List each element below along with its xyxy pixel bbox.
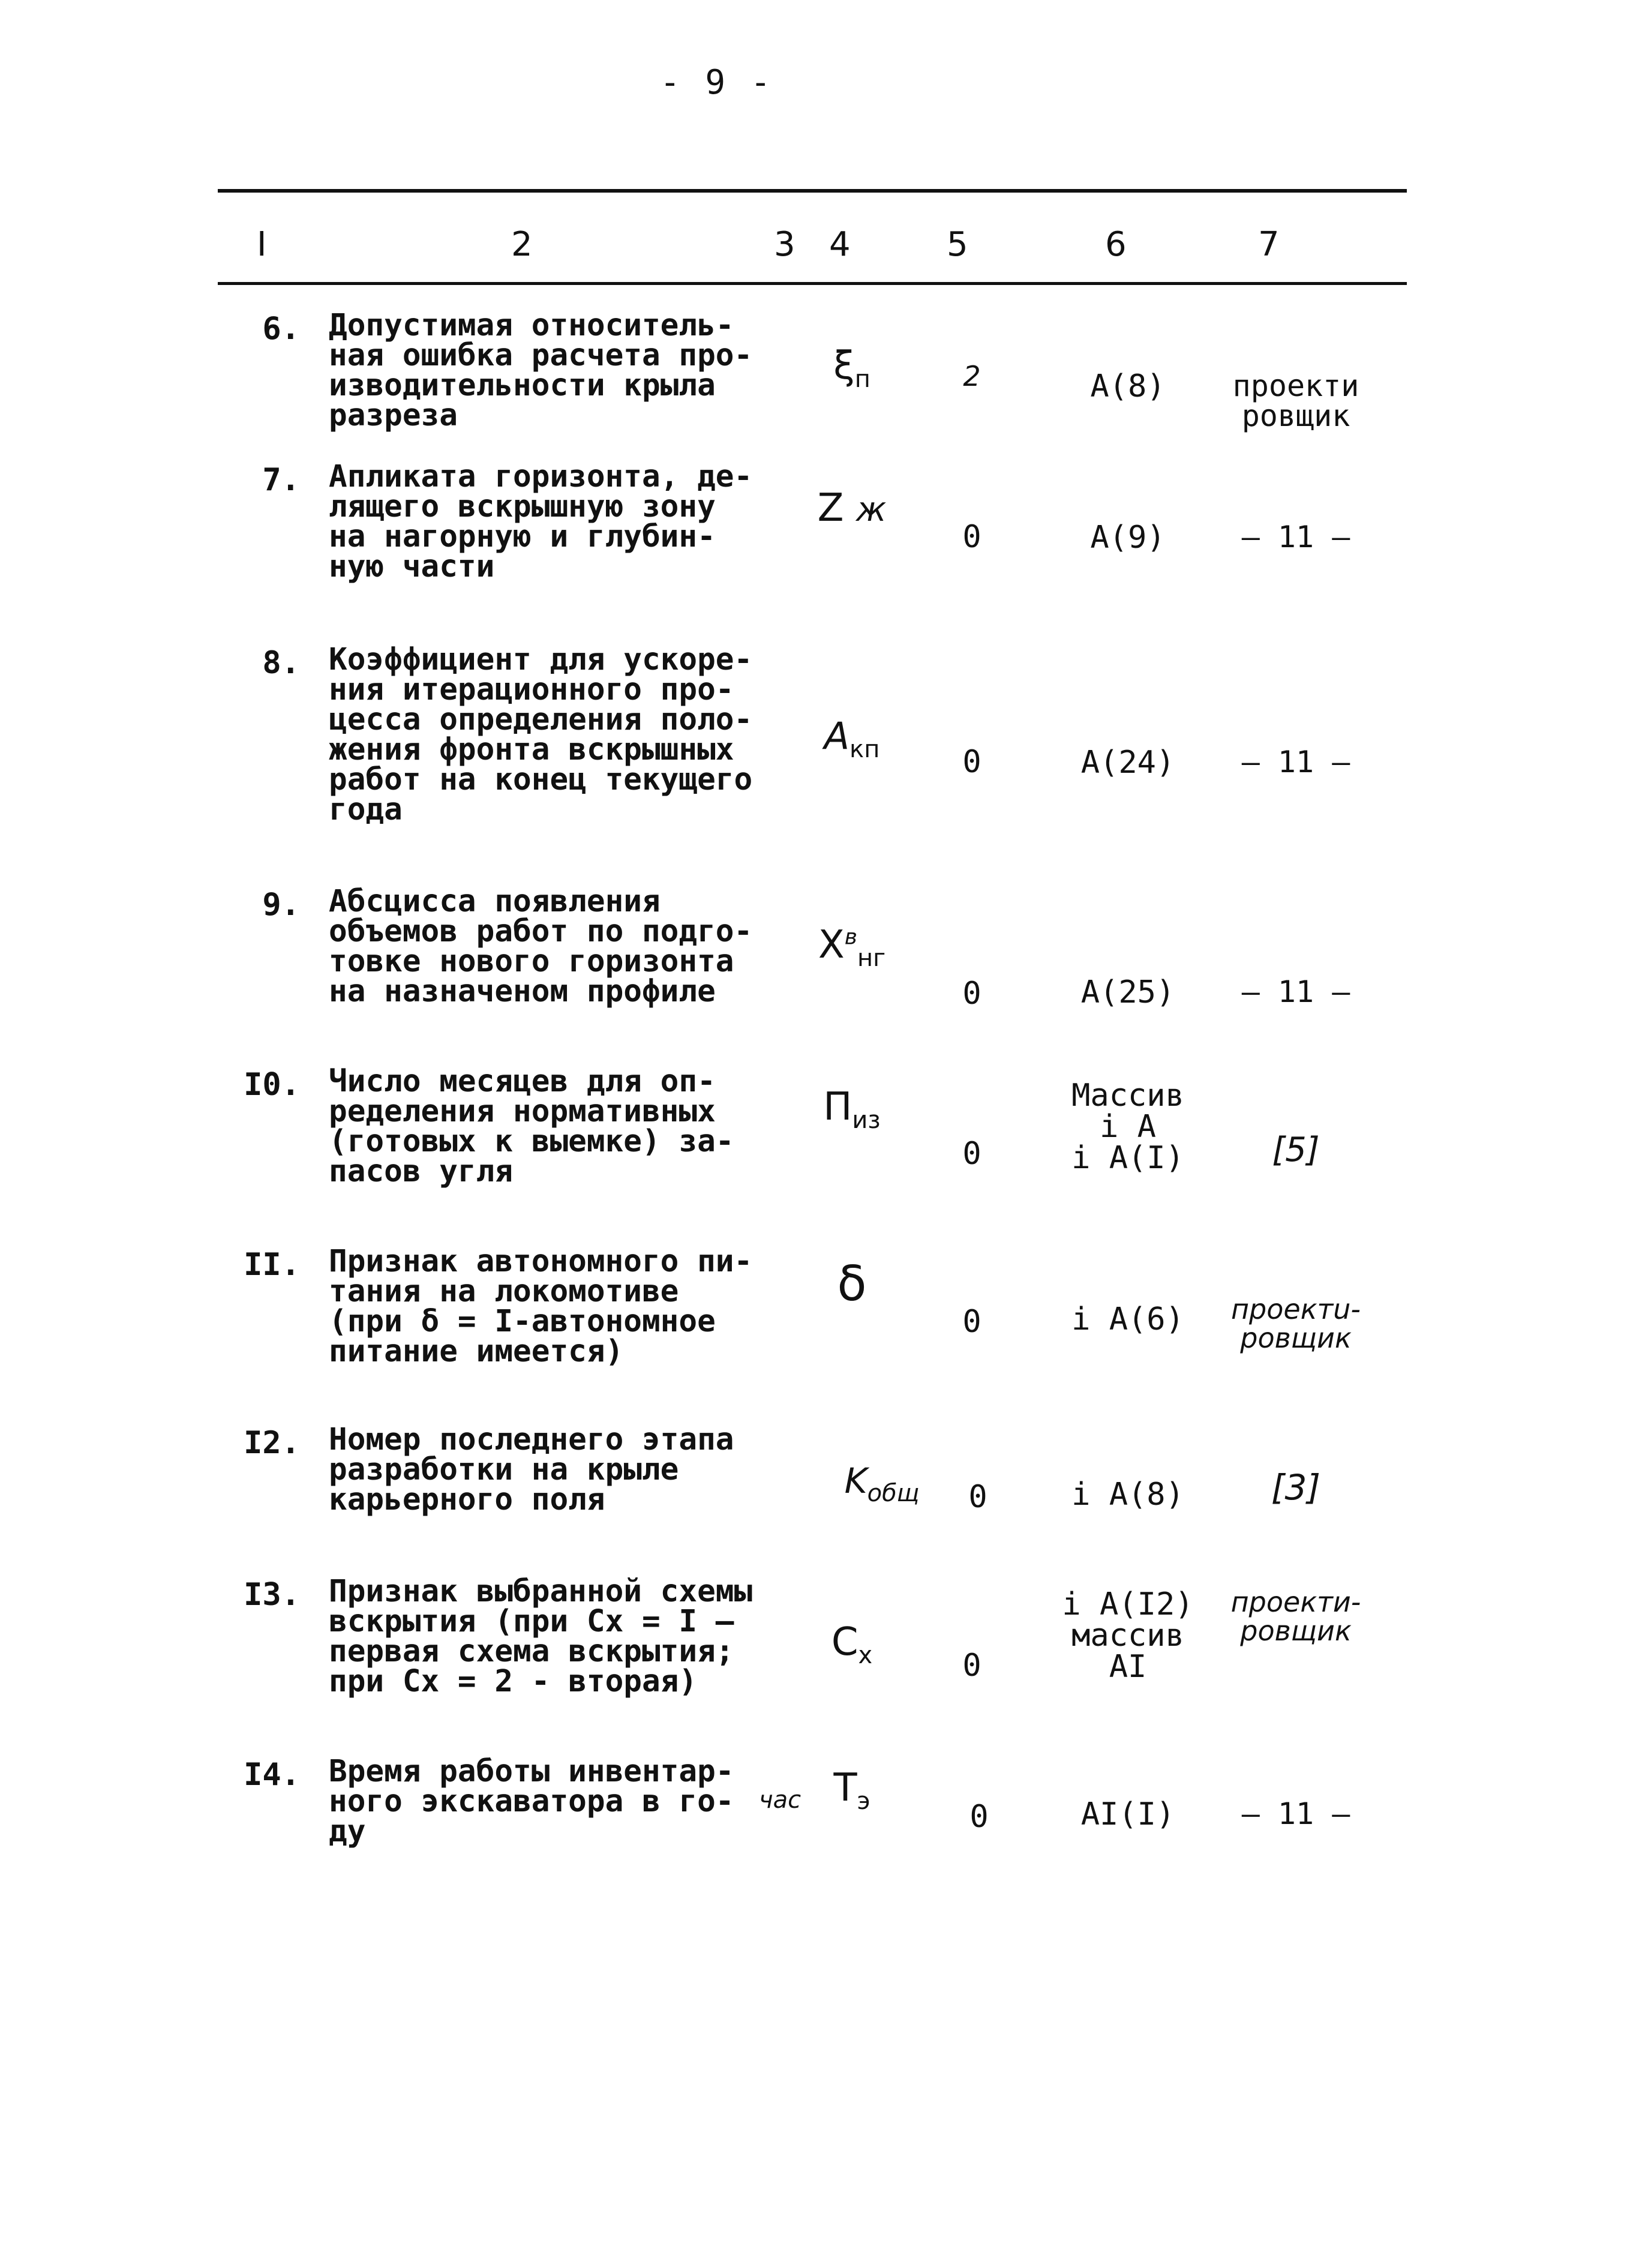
header-col-5: 5	[947, 225, 968, 264]
row-number: 6.	[262, 311, 300, 347]
row-number: II.	[244, 1247, 300, 1283]
row-description: Номер последнего этапа разработки на крыле карьерного поля	[329, 1422, 734, 1517]
symbol-extra: ж	[855, 490, 887, 529]
symbol-main: A	[824, 714, 850, 758]
row-source: — 11 —	[1241, 1796, 1350, 1831]
row-symbol	[798, 344, 906, 393]
symbol-main: C	[831, 1620, 858, 1664]
row-description: Число месяцев для оп- ределения нормативных (готовых к выемке) за- пасов угля	[329, 1064, 734, 1189]
row-value: 0	[962, 519, 981, 555]
row-code: A(9)	[1090, 520, 1166, 556]
row-description: Признак автономного пи- тания на локомотиве (при δ = I-автономное питание имеется)	[329, 1244, 753, 1369]
symbol-main: T	[833, 1766, 857, 1810]
header-col-2: 2	[511, 225, 533, 264]
row-value: 0	[962, 1304, 981, 1340]
row-value: 0	[969, 1799, 989, 1835]
row-value: 0	[962, 1136, 981, 1172]
row-value: 0	[968, 1479, 987, 1515]
row-code: A(24)	[1080, 745, 1175, 781]
row-symbol	[798, 923, 906, 972]
row-code: i A(6)	[1071, 1301, 1184, 1337]
row-source: — 11 —	[1241, 745, 1350, 779]
row-code: i A(I2) массив AI	[1062, 1586, 1194, 1685]
symbol-subscript: э	[857, 1787, 870, 1815]
table-top-rule	[218, 189, 1407, 193]
row-source: — 11 —	[1241, 520, 1350, 554]
row-number: I3.	[244, 1577, 300, 1613]
header-col-6: 6	[1105, 225, 1127, 264]
page-number: - 9 -	[660, 63, 773, 102]
row-description: Коэффициент для ускоре- ния итерационного про- цесса определения поло- жения фронта вскрышных работ на конец текущего года	[329, 642, 753, 827]
row-number: 9.	[262, 887, 300, 923]
row-code: A(25)	[1080, 974, 1175, 1010]
row-number: 8.	[262, 645, 300, 681]
row-value: 0	[962, 1648, 981, 1684]
row-description: Абсцисса появления объемов работ по подго- товке нового горизонта на назначеном профиле	[329, 884, 753, 1009]
row-number: I4.	[244, 1757, 300, 1793]
row-description: Признак выбранной схемы вскрытия (при Cx = I — первая схема вскрытия; при Cx = 2 - вторая)	[329, 1574, 753, 1699]
header-col-7: 7	[1258, 225, 1280, 264]
row-code: i A(8)	[1071, 1477, 1184, 1513]
row-number: I2.	[244, 1425, 300, 1461]
header-col-1: I	[257, 225, 267, 264]
row-source: проектu- ровщик	[1230, 1293, 1361, 1354]
symbol-main: ξ	[833, 344, 855, 388]
symbol-subscript: нг	[857, 944, 886, 972]
row-description: Апликата горизонта, де- лящего вскрышную зону на нагорную и глубин- ную части	[329, 459, 753, 584]
header-col-3: 3	[774, 225, 796, 264]
row-value: 0	[962, 976, 981, 1012]
symbol-main: П	[823, 1085, 852, 1129]
row-source: проекти- ровщик	[1230, 1586, 1361, 1647]
row-source: проекти ровщик	[1232, 368, 1359, 433]
row-symbol	[798, 486, 906, 530]
row-symbol	[798, 1085, 906, 1134]
row-number: 7.	[262, 462, 300, 498]
header-col-4: 4	[829, 225, 851, 264]
symbol-superscript: в	[844, 925, 857, 950]
row-symbol	[798, 1766, 906, 1815]
row-source: [5]	[1272, 1130, 1320, 1169]
row-symbol	[828, 1458, 936, 1508]
row-value: 0	[962, 744, 981, 780]
symbol-main: K	[844, 1460, 867, 1501]
row-code: Массив i A i A(I)	[1071, 1078, 1184, 1176]
row-number: I0.	[244, 1067, 300, 1103]
symbol-subscript: п	[854, 365, 870, 393]
row-symbol	[798, 1256, 906, 1312]
row-code: A(8)	[1090, 368, 1166, 404]
row-value: 2	[963, 360, 981, 392]
symbol-main: X	[818, 923, 845, 967]
symbol-subscript: общ	[867, 1479, 920, 1507]
row-source: — 11 —	[1241, 974, 1350, 1009]
symbol-main: δ	[837, 1256, 867, 1312]
row-description: Время работы инвентар- ного экскаватора в го- ду	[329, 1754, 734, 1849]
symbol-subscript: кп	[849, 735, 880, 763]
symbol-main: Z	[817, 486, 844, 530]
row-description: Допустимая относитель- ная ошибка расчета про- изводительности крыла разреза	[329, 308, 753, 433]
row-symbol	[798, 1620, 906, 1669]
symbol-subscript: из	[852, 1106, 881, 1134]
row-symbol	[798, 714, 906, 763]
row-source: [3]	[1271, 1467, 1321, 1508]
symbol-subscript: x	[858, 1641, 873, 1669]
table-header-rule	[218, 282, 1407, 285]
row-unit: час	[759, 1786, 802, 1814]
row-code: AI(I)	[1080, 1796, 1175, 1832]
